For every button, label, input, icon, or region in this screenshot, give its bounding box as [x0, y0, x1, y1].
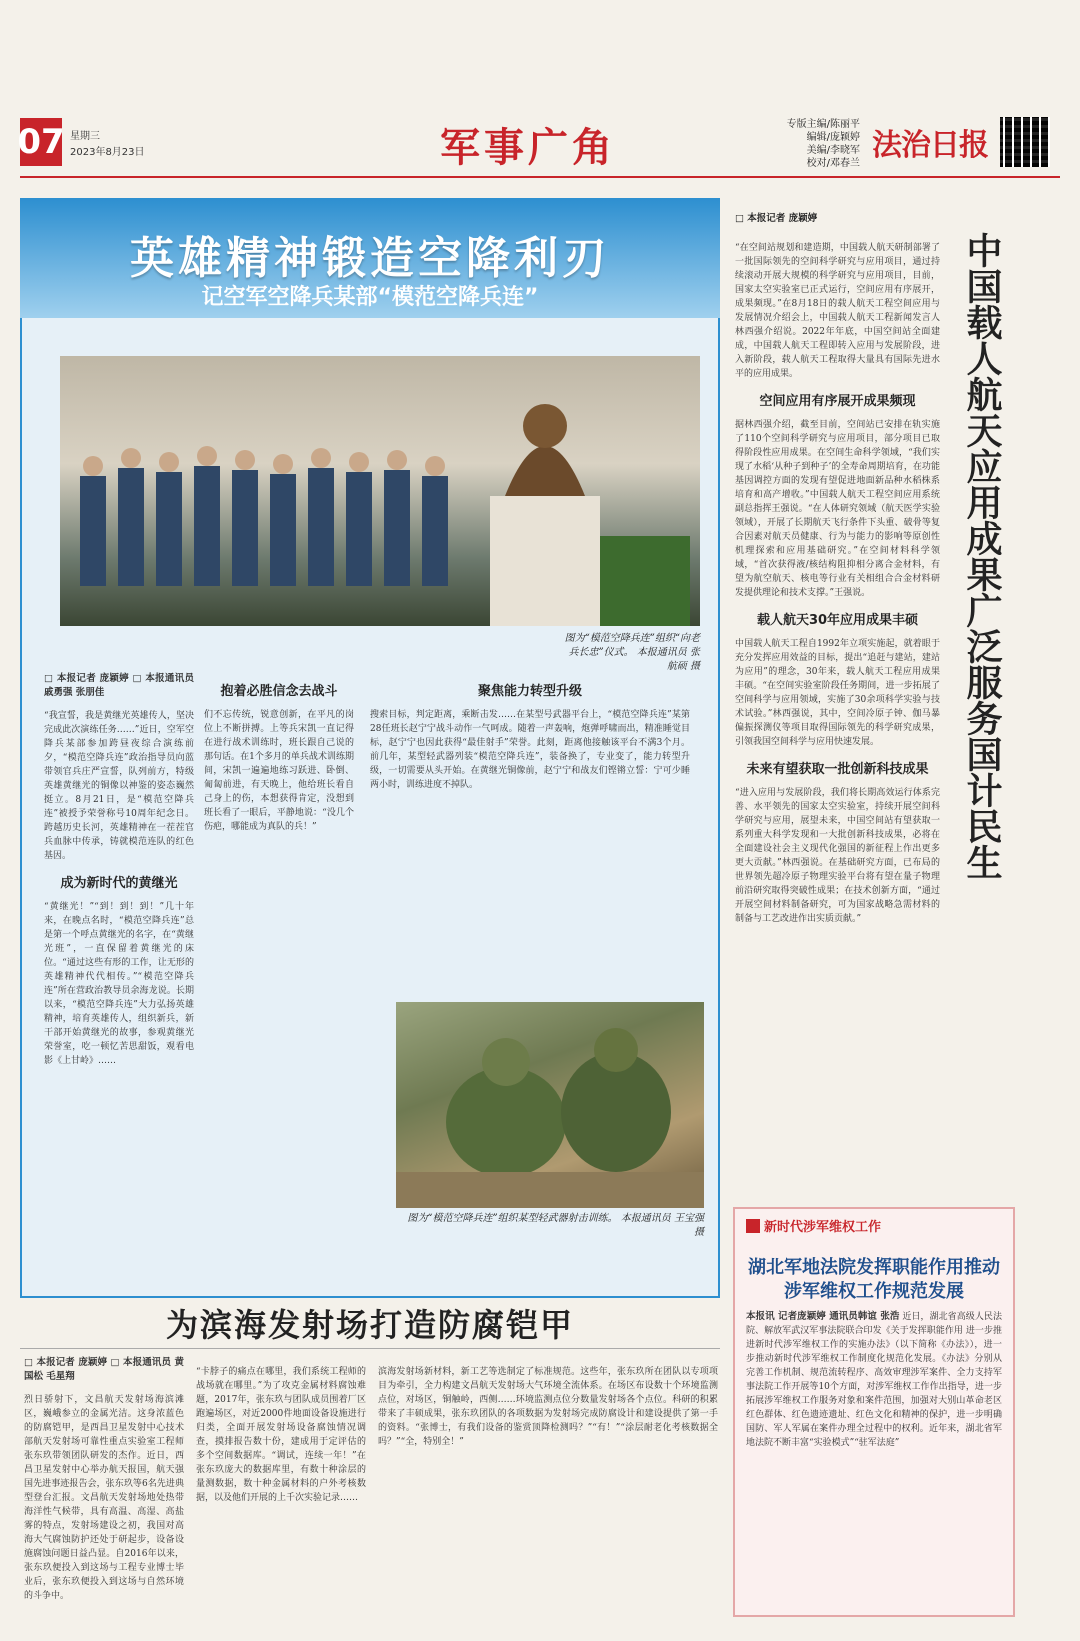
- box-tag: [746, 1216, 881, 1235]
- byline: □ 本报记者 庞颖婷 □ 本报通讯员 戚勇强 张朋佳: [44, 673, 194, 698]
- masthead-logo: 法治日报: [872, 128, 988, 163]
- subheading: 空间应用有序展开成果频现: [759, 394, 916, 409]
- box-body: [746, 1310, 1002, 1610]
- paragraph: “进入应用与发展阶段，我们将长期高效运行体系完善、水平领先的国家太空实验室，持续开展空间科学研究与应用，展望未来，中国空间站有望获取一系列重大科学发现和一大批创新科技成果，必将在全面建设社会主义现代化强国的新征程上作出更多更大贡献。”林西强说。在基础研究方面，已布局的世界领先超冷原子物理实验平台将有望在量子物理前沿研究取得突破性成果；在技术创新方面，“通过开展空间材料制备研究，可为国家战略急需材料的制备与工艺改进作出实质贡献。”: [735, 788, 940, 924]
- photo-caption: 图为“模范空降兵连”组织“向老兵长忠”仪式。 本报通讯员 张航硕 摄: [564, 633, 700, 672]
- editor-line: 编辑/庞颖婷: [806, 132, 860, 143]
- box-title: 湖北军地法院发挥职能作用推动涉军维权工作规范发展: [748, 1257, 1000, 1302]
- editor-credits: [760, 118, 860, 170]
- bottom-column-2: [196, 1356, 366, 1626]
- paragraph: 烈日骄射下，文昌航天发射场海滨滩区，巍峨参立的金属光洁。这身浓蓝色的防腐铠甲，是西昌卫星发射中心技术部航天发射场可靠性重点实验室工程师张东玖带领团队研发的杰作。近日，西昌卫星发射中心举办航天报国，航天强国先进事迹报告会，张东玖等6名先进典型登台汇报。文昌航天发射场地处热带海洋性气候带，具有高温、高湿、高盐雾的特点，发射场建设之初，我国对高海大气腐蚀防护还处于研起步，设备设施腐蚀问题日益凸显。自2016年以来，张东玖便投入到这场与工程专业博士毕业后，张东玖便投入到这场与自然环境的斗争中。: [24, 1395, 184, 1601]
- hero-column-1: [44, 672, 194, 1232]
- photo-caption: 图为“模范空降兵连”组织某型轻武器射击训练。 本报通讯员 王宝强 摄: [407, 1213, 704, 1238]
- weekday: 星期三: [70, 131, 100, 142]
- byline: □ 本报记者 庞颖婷 □ 本报通讯员 黄国松 毛星翔: [24, 1357, 184, 1382]
- paragraph: 近日，湖北省高级人民法院、解放军武汉军事法院联合印发《关于发挥职能作用 进一步推进新时代涉军维权工作的实施办法》（以下简称《办法》），进一步推动新时代涉军维权工作制度化规范化发展。《办法》分别从完善工作机制、规范流转程序、高效审理涉军案件、全力支持军事法院工作开展等10个方面，对涉军维权工作作出指导，进一步拓展涉军维权工作服务对象和案件范围，加强对大别山革命老区红色群体、红色遗迹遗址、红色文化和精神的保护，进一步明确国防、军人军属在案件办理全过程中的权利。近年来，湖北省军地法院不断丰富“实验模式”“驻军法庭”: [746, 1312, 1002, 1448]
- bottom-divider: [20, 1348, 720, 1349]
- byline: 本报讯 记者庞颖婷 通讯员韩谊 张浩: [746, 1311, 900, 1322]
- paragraph: 中国载人航天工程自1992年立项实施起，就着眼于充分发挥应用效益的目标，提出“追赶与建站，建站为应用”的理念，30年来，载人航天工程应用成果丰硕。“在空间实验室阶段任务期间，进一步拓展了空间科学与应用领域，实施了30余项科学实验与技术试验。”林西强说，其中，空间冷原子钟、伽马暴偏振探测仪等项目取得国际领先的科学研究成果，引领我国空间科学与应用快速发展。: [735, 639, 940, 747]
- byline: □ 本报记者 庞颖婷: [735, 213, 818, 224]
- bottom-column-1: [24, 1356, 184, 1626]
- ceremony-photo-art: [60, 356, 700, 626]
- subheading: 抱着必胜信念去战斗: [220, 684, 338, 699]
- editor-line: 专版主编/陈丽平: [786, 119, 860, 130]
- page-number: 07: [20, 118, 62, 166]
- paragraph: “黄继光！”“到！到！到！”几十年来，在晚点名时，“模范空降兵连”总是第一个呼点黄继光的名字，在“黄继光班”，一直保留着黄继光的床位。“通过这些有形的工作，让无形的英雄精神代代相传。”“模范空降兵连”所在营政治教导员余海龙说。长期以来，“模范空降兵连”大力弘扬英雄精神，培育英雄传人，组织新兵，新干部开始黄继光的故事，参观黄继光荣誉室，吃一顿忆苦思甜饭，观看电影《上甘岭》……: [44, 902, 194, 1066]
- hero-subtitle: 记空军空降兵某部“模范空降兵连”: [201, 285, 539, 310]
- editor-line: 美编/李晓军: [806, 145, 860, 156]
- training-photo: [396, 1002, 704, 1208]
- bottom-article-title: 为滨海发射场打造防腐铠甲: [165, 1306, 574, 1344]
- issue-date: 2023年8月23日: [70, 147, 145, 158]
- badge-icon: [746, 1219, 760, 1233]
- subheading: 成为新时代的黄继光: [60, 876, 178, 891]
- paragraph: 们不忘传统，锐意创新，在平凡的岗位上不断拼搏。上等兵宋凯一直记得在进行战术训练时，班长跟自己说的那句话。在1个多月的单兵战术训练期间，宋凯一遍遍地练习跃进、卧倒、匍匐前进，有天晚上，他给班长看自己身上的伤，本想获得肯定，没想到班长看了一眼后，平静地说：“没几个伤疤，哪能成为真队的兵！”: [204, 710, 354, 832]
- qr-code-icon: [1000, 117, 1050, 167]
- paragraph: “我宣誓，我是黄继光英雄传人，坚决完成此次演练任务……”近日，空军空降兵某部参加跨昼夜综合演练前夕，“模范空降兵连”政治指导员向蓝带领官兵庄严宣誓，队列前方，特级英雄黄继光的铜像以神鉴的姿态巍然挺立。8月21日，是“模范空降兵连”被授予荣誉称号10周年纪念日。跨越历史长河，英雄精神在一茬茬官兵血脉中传承，铸就模范连队的红色基因。: [44, 711, 194, 861]
- ceremony-photo: [60, 356, 700, 626]
- box-tag-label: 新时代涉军维权工作: [764, 1220, 882, 1235]
- subheading: 未来有望获取一批创新科技成果: [746, 762, 929, 777]
- paragraph: 据林西强介绍，截至目前，空间站已安排在轨实施了110个空间科学研究与应用项目，部分项目已取得阶段性应用成果。在空间生命科学领域，“我们实现了水稻‘从种子到种子’的全寿命周期培育，在功能基因调控方面的发现有望促进地面新品种水稻株系培育和高产增收。”中国载人航天工程空间应用系统副总指挥王强说。“在人体研究领域（航天医学实验领域），开展了长期航天飞行条件下头重、破骨等复合因素对航天员健康、行为与能力的影响等原创性机理探索和应用基础研究。”在空间材料科学领域，“首次获得液/核结构阻抑相分离合金材料，有望为航空航天、核电等行业有关相组合合金材料研发提供理论和技术支撑。”王强说。: [735, 420, 940, 598]
- paragraph: “卡脖子的痛点在哪里，我们系统工程师的战场就在哪里。”为了攻克金属材料腐蚀难题，2017年，张东玖与团队成员围着厂区跑遍场区，对近2000件地面设备设施进行归类，全面开展发射场设备腐蚀情况调查，摸排报告数十份，建成用于定评估的多个空间数据库。“调试，连续一年！”在张东玖庞大的数据库里，有数十种涂层的量测数据，数十种金属材料的户外考核数据，以及他们开展的上千次实验记录……: [196, 1367, 366, 1503]
- hero-title: 英雄精神锻造空降利刃: [130, 233, 610, 284]
- paragraph: 搜索目标，判定距离，乘断击发……在某型号武器平台上，“模范空降兵连”某第28任班长赵宁宁战斗动作一气呵成。随着一声轰响，炮弹呼啸而出，精准睡觉目标，赵宁宁也因此获得“最佳射手”荣誉。此刻，距离他接触该平台不满3个月。前几年，某型轻武器列装“模范空降兵连”，装备换了，专业变了，能力转型升级，一切需要从头开始。在黄继光铜像前，赵宁宁和战友们铿锵立誓：宁可少睡两小时，训练进度不掉队。: [370, 710, 690, 790]
- subheading: 载人航天30年应用成果丰硕: [756, 613, 919, 628]
- header-divider: [20, 176, 1060, 178]
- paragraph: “在空间站规划和建造期，中国载人航天研制部署了一批国际领先的空间科学研究与应用项目，通过持续滚动开展大规模的科学研究与应用项目，目前，国家太空实验室已正式运行，空间应用有序展开，成果频现。”在8月18日的载人航天工程空间应用与发展情况介绍会上，中国载人航天工程新闻发言人林西强介绍说。2022年年底，中国空间站全面建成，中国载人航天工程即转入应用与发展阶段，进入新阶段，载人航天工程取得大量具有国际先进水平的应用成果。: [735, 243, 940, 379]
- bottom-column-3: [378, 1356, 718, 1626]
- hero-column-2: [204, 672, 354, 1232]
- training-photo-art: [396, 1002, 704, 1208]
- right-article-title: 中国载人航天应用成果广泛服务国计民生: [961, 232, 1002, 880]
- right-article-body: [735, 232, 940, 1192]
- hero-column-3: [370, 672, 690, 992]
- section-title: 军事广角: [440, 125, 616, 171]
- subheading: 聚焦能力转型升级: [477, 684, 582, 699]
- paragraph: 滨海发射场新材料，新工艺等选制定了标准规范。这些年，张东玖所在团队以专项项目为牵引，全力构建文昌航天发射场大气环境全流体系。在场区布设数十个环境监测点位，对场区，铜触岭，西侧……环境监测点位分数量发射场各个点位。科研的积累带来了丰硕成果，张东玖团队的各项数据为发射场完成防腐设计和建设提供了第一手的资料。“张博士，有我们设备的鉴赏顶降检测吗？”“有！”“涂层耐老化考核数据全吗？”“全，特别全！”: [378, 1367, 718, 1447]
- editor-line: 校对/邓春兰: [806, 158, 860, 169]
